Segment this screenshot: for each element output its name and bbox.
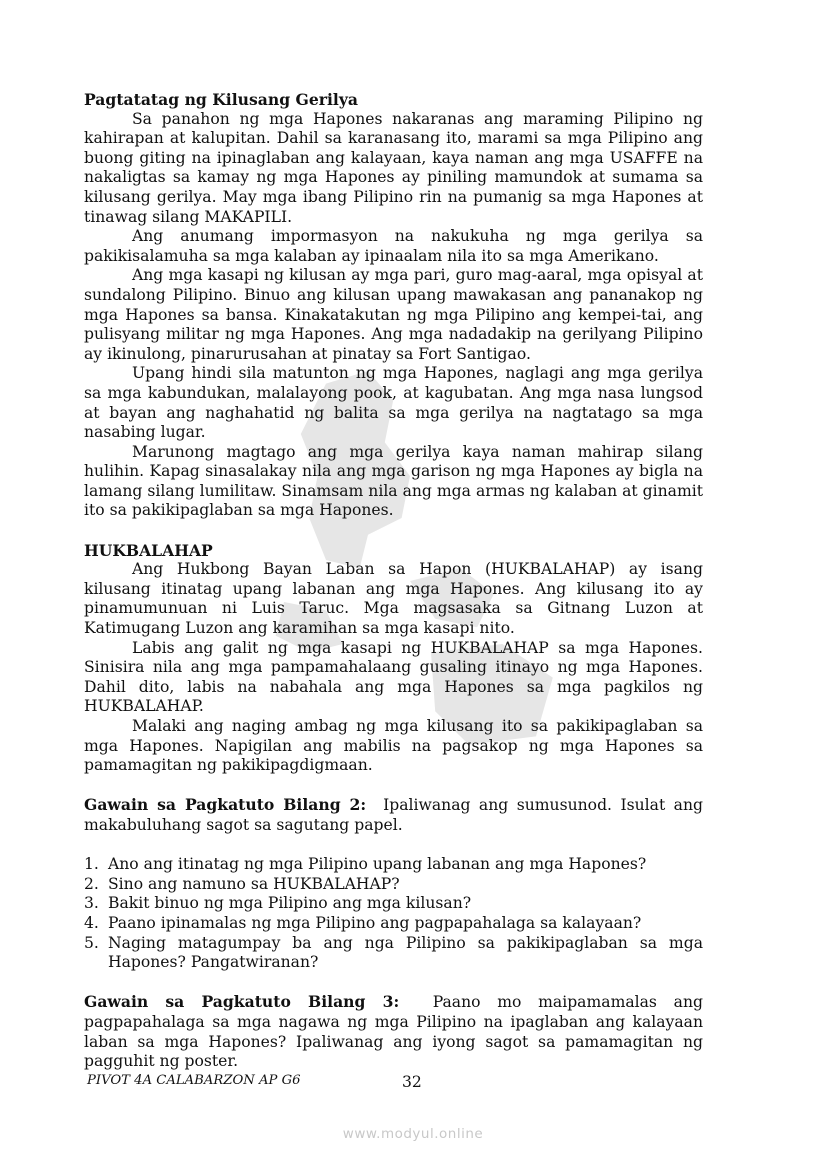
page-number: 32 bbox=[402, 1073, 422, 1091]
paragraph: Sa panahon ng mga Hapones nakaranas ang maraming Pilipino ng kahirapan at kalupitan. Dahil sa karanasang ito, marami sa mga Pilipino ang buong giting na ipinaglaban ang kalayaan, kaya naman ang mga USAFFE na nakaligtas sa kamay ng mga Hapones ay piniling mamundok at sumama sa kilusang gerilya. May mga ibang Pilipino rin na pumanig sa mga Hapones at tinawag silang MAKAPILI. bbox=[84, 109, 703, 226]
list-item: 1. Ano ang itinatag ng mga Pilipino upang labanan ang mga Hapones? bbox=[84, 855, 647, 874]
page-content bbox=[84, 90, 703, 1072]
paragraph: Labis ang galit ng mga kasapi ng HUKBALAHAP sa mga Hapones. Sinisira nila ang mga pampamahalaang gusaling itinayo ng mga Hapones. Dahil dito, labis na nabahala ang mga Hapones sa mga pagkilos ng HUKBALAHAP. bbox=[84, 638, 703, 716]
list-item: 2. Sino ang namuno sa HUKBALAHAP? bbox=[84, 874, 400, 893]
section-heading-gerilya: Pagtatatag ng Kilusang Gerilya bbox=[84, 90, 358, 109]
footer-title: PIVOT 4A CALABARZON AP G6 bbox=[87, 1073, 301, 1088]
section-heading-hukbalahap: HUKBALAHAP bbox=[84, 540, 213, 560]
paragraph: Marunong magtago ang mga gerilya kaya naman mahirap silang hulihin. Kapag sinasalakay nila ang mga garison ng mga Hapones ay bigla na lamang silang lumilitaw. Sinamsam nila ang mga armas ng kalaban at ginamit ito sa pakikipaglaban sa mga Hapones. bbox=[84, 442, 703, 520]
question-list bbox=[84, 855, 703, 973]
activity-2-label: Gawain sa Pagkatuto Bilang 2: bbox=[84, 795, 367, 815]
paragraph: Ang mga kasapi ng kilusan ay mga pari, guro mag-aaral, mga opisyal at sundalong Pilipino. Binuo ang kilusan upang mawakasan ang pananakop ng mga Hapones sa bansa. Kinakatakutan ng mga Pilipino ang kempei-tai, ang pulisyang militar ng mga Hapones. Ang mga nadadakip na gerilyang Pilipino ay ikinulong, pinarurusahan at pinatay sa Fort Santigao. bbox=[84, 266, 703, 363]
activity-3-instruction: Paano mo maipamamalas ang pagpapahalaga sa mga nagawa ng mga Pilipino na ipaglaban ang kalayaan laban sa mga Hapones? Ipaliwanag ang iyong sagot sa pamamagitan ng pagguhit ng poster. bbox=[84, 993, 703, 1071]
list-item: 5. Naging matagumpay ba ang nga Pilipino sa pakikipaglaban sa mga Hapones? Pangatwiranan? bbox=[84, 933, 703, 972]
paragraph: Ang Hukbong Bayan Laban sa Hapon (HUKBALAHAP) ay isang kilusang itinatag upang labanan ang mga Hapones. Ang kilusang ito ay pinamumunuan ni Luis Taruc. Mga magsasaka sa Gitnang Luzon at Katimugang Luzon ang karamihan sa mga kasapi nito. bbox=[84, 560, 703, 638]
list-item: 3. Bakit binuo ng mga Pilipino ang mga kilusan? bbox=[84, 894, 472, 913]
activity-3-label: Gawain sa Pagkatuto Bilang 3: bbox=[84, 992, 400, 1012]
activity-2-instruction: Ipaliwanag ang sumusunod. Isulat ang makabuluhang sagot sa sagutang papel. bbox=[84, 796, 703, 834]
site-watermark: www.modyul.online bbox=[342, 1126, 484, 1142]
list-item: 4. Paano ipinamalas ng mga Pilipino ang pagpapahalaga sa kalayaan? bbox=[84, 913, 642, 932]
paragraph: Ang anumang impormasyon na nakukuha ng mga gerilya sa pakikisalamuha sa mga kalaban ay ipinaalam nila ito sa mga Amerikano. bbox=[84, 227, 703, 265]
paragraph: Upang hindi sila matunton ng mga Hapones, naglagi ang mga gerilya sa mga kabundukan, malalayong pook, at kagubatan. Ang mga nasa lungsod at bayan ang naghahatid ng balita sa mga gerilya na nagtatago sa mga nasabing lugar. bbox=[84, 364, 703, 442]
paragraph: Malaki ang naging ambag ng mga kilusang ito sa pakikipaglaban sa mga Hapones. Napigilan ang mabilis na pagsakop ng mga Hapones sa pamamagitan ng pakikipagdigmaan. bbox=[84, 717, 703, 775]
activity-2 bbox=[84, 795, 703, 835]
activity-3 bbox=[84, 992, 703, 1071]
